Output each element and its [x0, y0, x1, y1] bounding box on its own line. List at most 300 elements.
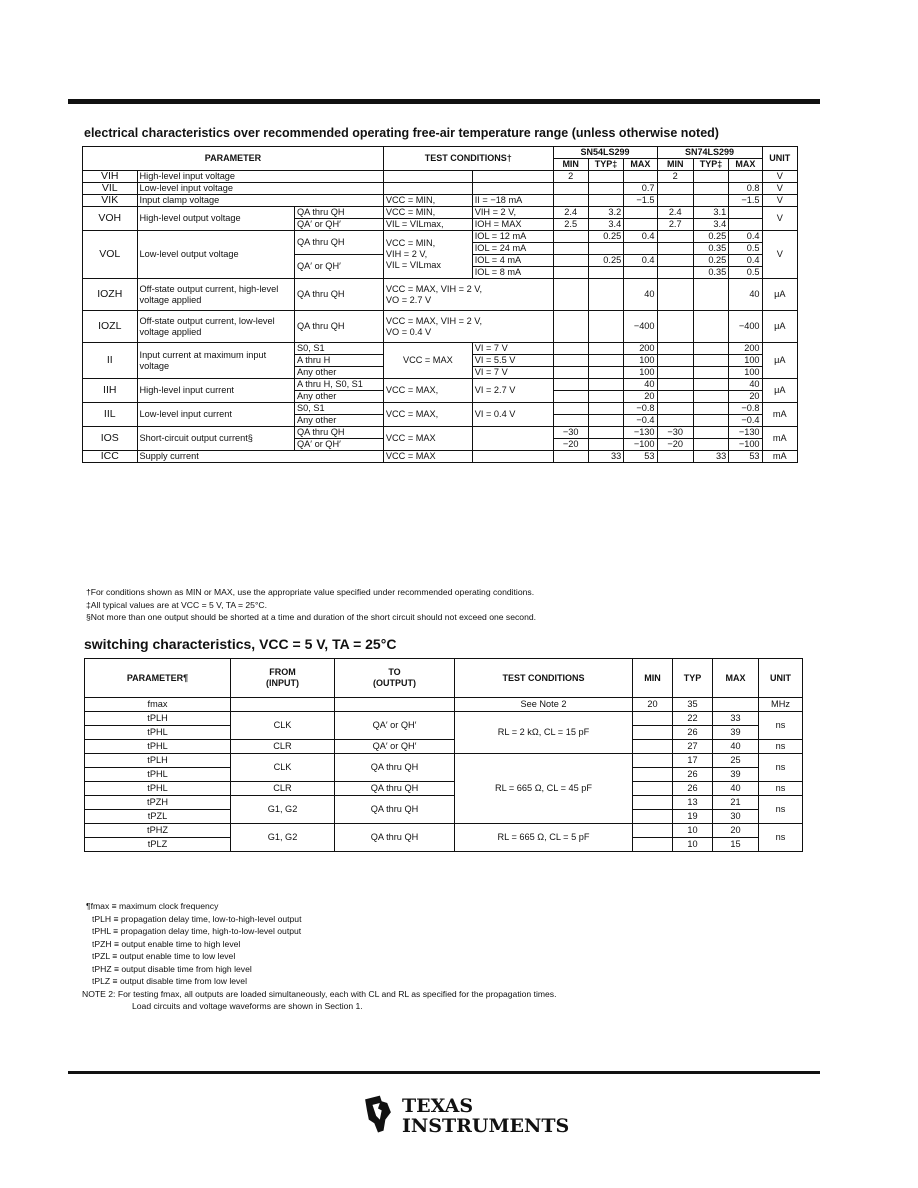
parameter-cell: tPLH [85, 712, 231, 726]
value-cell [553, 243, 588, 255]
sub-parameter-cell: Any other [295, 367, 384, 379]
value-cell [588, 279, 623, 311]
value-cell [657, 343, 693, 355]
value-cell [624, 171, 657, 183]
value-cell: 2.4 [657, 207, 693, 219]
to-cell: QA thru QH [335, 782, 455, 796]
test-conditions-header: TEST CONDITIONS† [383, 147, 553, 171]
table-row [85, 740, 803, 754]
value-cell [657, 255, 693, 267]
test-condition-cell: VI = 5.5 V [472, 355, 553, 367]
value-cell [657, 451, 693, 463]
test-condition-cell: VI = 7 V [472, 367, 553, 379]
test-condition-cell: VCC = MIN, VIH = 2 V, VIL = VILmax [383, 231, 472, 279]
ti-logo-icon [358, 1092, 398, 1138]
test-condition-cell [472, 451, 553, 463]
value-cell: 0.8 [729, 183, 762, 195]
switching-rows [85, 698, 803, 852]
electrical-rows [83, 171, 798, 463]
description-cell: High-level input voltage [137, 171, 383, 183]
sub-parameter-cell: A thru H, S0, S1 [295, 379, 384, 391]
test-condition-cell: See Note 2 [455, 698, 633, 712]
test-condition-cell: VCC = MIN, [383, 195, 472, 207]
test-condition-cell [472, 427, 553, 451]
value-cell [553, 311, 588, 343]
test-condition-cell: VI = 0.4 V [472, 403, 553, 427]
value-cell: 0.4 [729, 255, 762, 267]
value-cell [657, 403, 693, 415]
parameter-cell: fmax [85, 698, 231, 712]
value-cell [693, 195, 728, 207]
parameter-cell: tPLZ [85, 838, 231, 852]
table-row [83, 451, 798, 463]
value-cell: 53 [729, 451, 762, 463]
value-cell [588, 403, 623, 415]
value-cell: −130 [729, 427, 762, 439]
value-cell: 200 [624, 343, 657, 355]
value-cell [588, 311, 623, 343]
unit-cell: μA [762, 343, 797, 379]
value-cell [693, 279, 728, 311]
to-cell: QA thru QH [335, 824, 455, 852]
value-cell [588, 367, 623, 379]
value-cell [588, 391, 623, 403]
value-cell: 0.4 [624, 255, 657, 267]
value-cell [624, 207, 657, 219]
unit-cell: ns [759, 754, 803, 782]
value-cell: −20 [553, 439, 588, 451]
symbol-cell: VIH [83, 171, 138, 183]
description-cell: High-level output voltage [137, 207, 295, 231]
value-cell: 20 [624, 391, 657, 403]
max-cell: 40 [713, 782, 759, 796]
footnote: tPHZ ≡ output disable time from high level [92, 963, 252, 974]
description-cell: Low-level input voltage [137, 183, 383, 195]
value-cell: 3.2 [588, 207, 623, 219]
table-row [83, 279, 798, 311]
switching-characteristics-heading: switching characteristics, VCC = 5 V, TA = 25°C [84, 636, 397, 652]
table-row [83, 311, 798, 343]
min-cell: 20 [633, 698, 673, 712]
test-condition-cell: RL = 665 Ω, CL = 45 pF [455, 754, 633, 824]
min-cell [633, 754, 673, 768]
description-cell: Supply current [137, 451, 383, 463]
typ-cell: 26 [673, 782, 713, 796]
table-row [85, 712, 803, 726]
parameter-cell: tPLH [85, 754, 231, 768]
description-cell: Off-state output current, low-level voltage applied [137, 311, 295, 343]
table-row [83, 403, 798, 415]
parameter-cell: tPZH [85, 796, 231, 810]
typ-cell: 26 [673, 768, 713, 782]
test-condition-cell: VCC = MAX [383, 451, 472, 463]
test-condition-cell [472, 183, 553, 195]
sub-parameter-cell: QA′ or QH′ [295, 219, 384, 231]
sub-parameter-cell: QA′ or QH′ [295, 439, 384, 451]
value-cell: 2.7 [657, 219, 693, 231]
value-cell [729, 207, 762, 219]
min-header: MIN [657, 159, 693, 171]
description-cell: High-level input current [137, 379, 295, 403]
value-cell: 53 [624, 451, 657, 463]
value-cell [657, 415, 693, 427]
value-cell: 100 [729, 355, 762, 367]
test-condition-cell: VIL = VILmax, [383, 219, 472, 231]
unit-header: UNIT [759, 659, 803, 698]
sub-parameter-cell: QA thru QH [295, 231, 384, 255]
sn74-header: SN74LS299 [657, 147, 762, 159]
max-header: MAX [713, 659, 759, 698]
value-cell: −20 [657, 439, 693, 451]
parameter-cell: tPHL [85, 768, 231, 782]
value-cell [693, 439, 728, 451]
min-header: MIN [553, 159, 588, 171]
description-cell: Short-circuit output current§ [137, 427, 295, 451]
value-cell: 0.4 [729, 231, 762, 243]
value-cell: 20 [729, 391, 762, 403]
to-cell: QA thru QH [335, 796, 455, 824]
value-cell [588, 439, 623, 451]
value-cell: 0.7 [624, 183, 657, 195]
to-cell: QA thru QH [335, 754, 455, 782]
logo-line-1: TEXAS [402, 1095, 474, 1117]
value-cell [693, 403, 728, 415]
top-rule [68, 99, 820, 104]
value-cell [657, 391, 693, 403]
value-cell [693, 427, 728, 439]
electrical-characteristics-heading: electrical characteristics over recommended operating free-air temperature range (unless otherwise noted) [84, 126, 719, 140]
value-cell [588, 183, 623, 195]
sub-parameter-cell: Any other [295, 415, 384, 427]
to-cell [335, 698, 455, 712]
max-cell: 20 [713, 824, 759, 838]
value-cell [588, 243, 623, 255]
sub-parameter-cell: QA thru QH [295, 311, 384, 343]
logo-line-2: INSTRUMENTS [402, 1115, 570, 1137]
value-cell [553, 379, 588, 391]
test-condition-cell: VI = 7 V [472, 343, 553, 355]
unit-cell: ns [759, 712, 803, 740]
switching-characteristics-table [84, 658, 803, 852]
min-cell [633, 726, 673, 740]
value-cell [693, 379, 728, 391]
unit-cell: mA [762, 403, 797, 427]
typ-header: TYP [673, 659, 713, 698]
value-cell [553, 195, 588, 207]
symbol-cell: IOS [83, 427, 138, 451]
sub-parameter-cell: Any other [295, 391, 384, 403]
test-condition-cell: IOH = MAX [472, 219, 553, 231]
min-cell [633, 810, 673, 824]
typ-cell: 17 [673, 754, 713, 768]
description-cell: Low-level output voltage [137, 231, 295, 279]
footnote: tPZH ≡ output enable time to high level [92, 938, 241, 949]
value-cell: −1.5 [624, 195, 657, 207]
unit-cell: mA [762, 451, 797, 463]
table-row [83, 231, 798, 243]
value-cell: 2 [657, 171, 693, 183]
value-cell: 3.4 [693, 219, 728, 231]
symbol-cell: II [83, 343, 138, 379]
max-cell: 15 [713, 838, 759, 852]
from-cell [231, 698, 335, 712]
value-cell [693, 343, 728, 355]
max-cell: 40 [713, 740, 759, 754]
typ-cell: 10 [673, 838, 713, 852]
value-cell: 0.25 [588, 231, 623, 243]
value-cell: 2 [553, 171, 588, 183]
table-row [83, 171, 798, 183]
typ-cell: 27 [673, 740, 713, 754]
value-cell: 200 [729, 343, 762, 355]
value-cell [657, 279, 693, 311]
max-cell: 39 [713, 768, 759, 782]
typ-cell: 26 [673, 726, 713, 740]
switching-footnotes [82, 900, 557, 1013]
value-cell: 40 [624, 379, 657, 391]
footnote: ¶fmax ≡ maximum clock frequency [86, 901, 219, 911]
parameter-cell: tPHL [85, 726, 231, 740]
sn54-header: SN54LS299 [553, 147, 657, 159]
value-cell [588, 267, 623, 279]
value-cell [657, 367, 693, 379]
max-cell: 33 [713, 712, 759, 726]
test-condition-cell: VI = 2.7 V [472, 379, 553, 403]
value-cell [657, 379, 693, 391]
value-cell: −1.5 [729, 195, 762, 207]
value-cell [693, 367, 728, 379]
value-cell [553, 255, 588, 267]
max-cell: 21 [713, 796, 759, 810]
footnote: §Not more than one output should be shorted at a time and duration of the short circuit should not exceed one second. [86, 612, 537, 622]
test-condition-cell: VCC = MAX [383, 427, 472, 451]
parameter-cell: tPHZ [85, 824, 231, 838]
value-cell: 40 [624, 279, 657, 311]
test-condition-cell: VCC = MAX, VIH = 2 V, VO = 0.4 V [383, 311, 553, 343]
value-cell [553, 367, 588, 379]
unit-cell: V [762, 171, 797, 183]
value-cell [657, 311, 693, 343]
value-cell [657, 231, 693, 243]
test-condition-cell: VCC = MAX, VIH = 2 V, VO = 2.7 V [383, 279, 553, 311]
value-cell [657, 243, 693, 255]
test-condition-cell [383, 183, 472, 195]
unit-header: UNIT [762, 147, 797, 171]
value-cell: −100 [624, 439, 657, 451]
parameter-cell: tPZL [85, 810, 231, 824]
symbol-cell: VIK [83, 195, 138, 207]
test-condition-cell: RL = 2 kΩ, CL = 15 pF [455, 712, 633, 754]
unit-cell: V [762, 183, 797, 195]
min-cell [633, 782, 673, 796]
test-condition-cell: II = −18 mA [472, 195, 553, 207]
max-cell [713, 698, 759, 712]
symbol-cell: IIH [83, 379, 138, 403]
typ-cell: 10 [673, 824, 713, 838]
value-cell [588, 415, 623, 427]
from-cell: CLR [231, 782, 335, 796]
typ-cell: 35 [673, 698, 713, 712]
max-cell: 39 [713, 726, 759, 740]
test-condition-cell [472, 171, 553, 183]
value-cell: 3.4 [588, 219, 623, 231]
value-cell [553, 415, 588, 427]
symbol-cell: IIL [83, 403, 138, 427]
electrical-footnotes [86, 586, 536, 624]
max-header: MAX [729, 159, 762, 171]
value-cell: 100 [729, 367, 762, 379]
value-cell [729, 219, 762, 231]
to-cell: QA′ or QH′ [335, 712, 455, 740]
min-cell [633, 824, 673, 838]
parameter-header: PARAMETER¶ [85, 659, 231, 698]
note-2: NOTE 2: For testing fmax, all outputs are loaded simultaneously, each with CL and RL as specified for the propagation times. [82, 988, 557, 999]
unit-cell: V [762, 195, 797, 207]
table-row [85, 782, 803, 796]
electrical-characteristics-table [82, 146, 798, 463]
value-cell: 0.25 [588, 255, 623, 267]
value-cell: −0.8 [729, 403, 762, 415]
value-cell [693, 391, 728, 403]
value-cell: −130 [624, 427, 657, 439]
to-cell: QA′ or QH′ [335, 740, 455, 754]
footnote: ‡All typical values are at VCC = 5 V, TA = 25°C. [86, 599, 267, 610]
max-cell: 30 [713, 810, 759, 824]
from-cell: G1, G2 [231, 796, 335, 824]
value-cell [693, 171, 728, 183]
symbol-cell: VIL [83, 183, 138, 195]
min-cell [633, 712, 673, 726]
value-cell: −100 [729, 439, 762, 451]
test-condition-cell: IOL = 12 mA [472, 231, 553, 243]
table-row [83, 379, 798, 391]
unit-cell: μA [762, 379, 797, 403]
typ-cell: 19 [673, 810, 713, 824]
bottom-rule [68, 1071, 820, 1074]
parameter-cell: tPHL [85, 782, 231, 796]
value-cell [693, 355, 728, 367]
value-cell: 40 [729, 279, 762, 311]
table-row [83, 427, 798, 439]
unit-cell: MHz [759, 698, 803, 712]
footnote: tPZL ≡ output enable time to low level [92, 951, 236, 961]
value-cell: −30 [553, 427, 588, 439]
test-condition-cell: VCC = MIN, [383, 207, 472, 219]
value-cell: 0.25 [693, 255, 728, 267]
value-cell [588, 171, 623, 183]
value-cell [553, 391, 588, 403]
value-cell [553, 355, 588, 367]
value-cell: −0.4 [624, 415, 657, 427]
value-cell [553, 451, 588, 463]
table-row [83, 343, 798, 355]
from-cell: CLR [231, 740, 335, 754]
value-cell [588, 343, 623, 355]
value-cell: 0.5 [729, 243, 762, 255]
from-cell: CLK [231, 754, 335, 782]
footnote: tPLH ≡ propagation delay time, low-to-high-level output [92, 913, 302, 924]
unit-cell: mA [762, 427, 797, 451]
value-cell: 2.4 [553, 207, 588, 219]
unit-cell: μA [762, 279, 797, 311]
value-cell: −0.8 [624, 403, 657, 415]
sub-parameter-cell: QA thru QH [295, 207, 384, 219]
note-2-continued: Load circuits and voltage waveforms are shown in Section 1. [132, 1001, 363, 1011]
sub-parameter-cell: QA thru QH [295, 279, 384, 311]
value-cell [624, 243, 657, 255]
typ-cell: 13 [673, 796, 713, 810]
test-condition-cell: IOL = 24 mA [472, 243, 553, 255]
description-cell: Low-level input current [137, 403, 295, 427]
footnote: tPHL ≡ propagation delay time, high-to-low-level output [92, 926, 302, 936]
value-cell: 100 [624, 355, 657, 367]
value-cell: 0.35 [693, 267, 728, 279]
table-row [85, 698, 803, 712]
value-cell [553, 267, 588, 279]
value-cell [657, 267, 693, 279]
description-cell: Off-state output current, high-level voltage applied [137, 279, 295, 311]
symbol-cell: VOH [83, 207, 138, 231]
table-row [83, 183, 798, 195]
value-cell: 100 [624, 367, 657, 379]
sub-parameter-cell: QA′ or QH′ [295, 255, 384, 279]
unit-cell: ns [759, 824, 803, 852]
sub-parameter-cell: A thru H [295, 355, 384, 367]
value-cell: 33 [588, 451, 623, 463]
typ-header: TYP‡ [693, 159, 728, 171]
value-cell [588, 195, 623, 207]
value-cell [588, 355, 623, 367]
min-cell [633, 796, 673, 810]
test-conditions-header: TEST CONDITIONS [455, 659, 633, 698]
value-cell: 3.1 [693, 207, 728, 219]
max-header: MAX [624, 159, 657, 171]
value-cell: −400 [624, 311, 657, 343]
min-cell [633, 740, 673, 754]
value-cell [624, 219, 657, 231]
table-row [85, 796, 803, 810]
value-cell: −30 [657, 427, 693, 439]
value-cell [657, 183, 693, 195]
value-cell: 0.35 [693, 243, 728, 255]
sub-parameter-cell: QA thru QH [295, 427, 384, 439]
value-cell [553, 231, 588, 243]
table-row [83, 207, 798, 219]
test-condition-cell: IOL = 8 mA [472, 267, 553, 279]
from-cell: CLK [231, 712, 335, 740]
value-cell [553, 343, 588, 355]
value-cell: 0.5 [729, 267, 762, 279]
unit-cell: V [762, 207, 797, 231]
table-row [85, 824, 803, 838]
value-cell [624, 267, 657, 279]
value-cell: 33 [693, 451, 728, 463]
value-cell [657, 355, 693, 367]
footnote: †For conditions shown as MIN or MAX, use the appropriate value specified under recommended operating conditions. [86, 587, 535, 597]
value-cell [553, 403, 588, 415]
description-cell: Input clamp voltage [137, 195, 383, 207]
unit-cell: V [762, 231, 797, 279]
test-condition-cell: VIH = 2 V, [472, 207, 553, 219]
symbol-cell: ICC [83, 451, 138, 463]
value-cell [657, 195, 693, 207]
value-cell: 40 [729, 379, 762, 391]
sub-parameter-cell: S0, S1 [295, 403, 384, 415]
from-header: FROM (INPUT) [231, 659, 335, 698]
ti-logo-text [402, 1096, 569, 1136]
value-cell [693, 415, 728, 427]
value-cell: 0.4 [624, 231, 657, 243]
